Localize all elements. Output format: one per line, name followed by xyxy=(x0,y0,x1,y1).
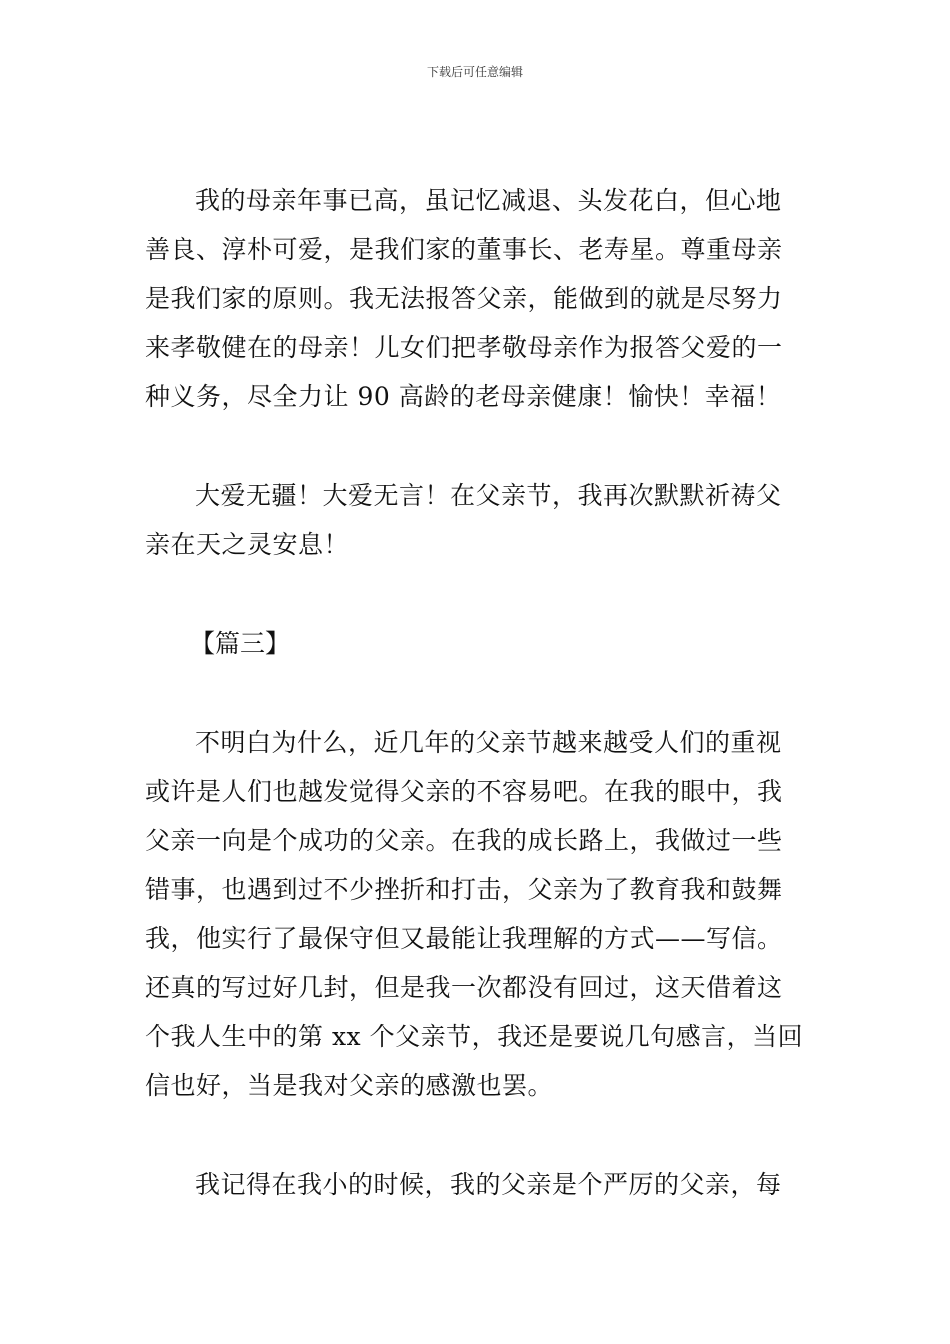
text-line: 父亲一向是个成功的父亲。在我的成长路上，我做过一些 xyxy=(145,826,783,855)
text-line: 错事，也遇到过不少挫折和打击，父亲为了教育我和鼓舞 xyxy=(145,875,783,904)
text-line: 来孝敬健在的母亲！儿女们把孝敬母亲作为报答父爱的一 xyxy=(145,333,783,362)
text-line: 善良、淳朴可爱，是我们家的董事长、老寿星。尊重母亲 xyxy=(145,235,783,264)
text-line: 还真的写过好几封，但是我一次都没有回过，这天借着这 xyxy=(145,973,783,1002)
text-line: 我，他实行了最保守但又最能让我理解的方式——写信。 xyxy=(145,924,783,953)
text-line: 我的母亲年事已高，虽记忆减退、头发花白，但心地 xyxy=(195,186,782,215)
paragraph-gap xyxy=(145,569,811,619)
text-line: 亲在天之灵安息！ xyxy=(145,530,350,559)
text-line: 我记得在我小的时候，我的父亲是个严厉的父亲，每 xyxy=(195,1170,782,1199)
text-line: 或许是人们也越发觉得父亲的不容易吧。在我的眼中，我 xyxy=(145,777,783,806)
text-line: 是我们家的原则。我无法报答父亲，能做到的就是尽努力 xyxy=(145,284,783,313)
paragraph-mother xyxy=(145,176,811,421)
paragraph-childhood xyxy=(145,1160,811,1209)
document-body xyxy=(145,176,811,1209)
paragraph-gap xyxy=(145,668,811,718)
text-line: 不明白为什么，近几年的父亲节越来越受人们的重视 xyxy=(195,728,782,757)
text-line: 种义务，尽全力让 90 高龄的老母亲健康！愉快！幸福！ xyxy=(145,382,782,411)
text-line: 大爱无疆！大爱无言！在父亲节，我再次默默祈祷父 xyxy=(195,481,782,510)
text-line: 个我人生中的第 xx 个父亲节，我还是要说几句感言，当回 xyxy=(145,1022,804,1051)
section-heading: 【篇三】 xyxy=(190,629,291,658)
page-header-note: 下载后可任意编辑 xyxy=(426,65,523,79)
paragraph-gap xyxy=(145,421,811,471)
paragraph-gap xyxy=(145,1110,811,1160)
paragraph-fathers-day xyxy=(145,718,811,1110)
paragraph-great-love xyxy=(145,471,811,569)
text-line: 信也好，当是我对父亲的感激也罢。 xyxy=(145,1071,554,1100)
